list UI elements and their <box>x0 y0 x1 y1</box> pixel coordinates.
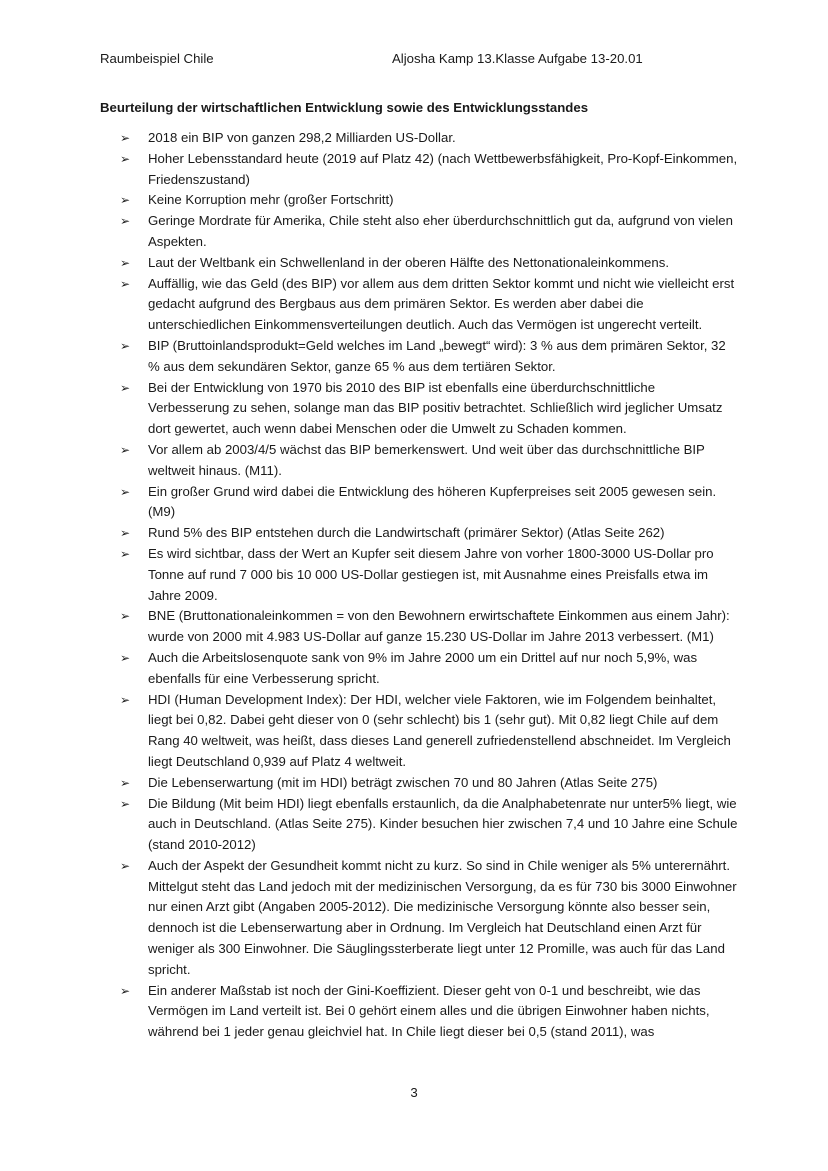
arrowhead-bullet-icon: ➢ <box>120 338 131 353</box>
bullet-text: Die Bildung (Mit beim HDI) liegt ebenfalls erstaunlich, da die Analphabetenrate nur unter5% liegt, wie auch in Deutschland. (Atlas Seite 275). Kinder besuchen hier zwischen 7,4 und 10 Jahre eine Schule (stand 2010-2012) <box>148 795 738 853</box>
bullet-item <box>100 274 740 336</box>
arrowhead-bullet-icon: ➢ <box>120 255 131 270</box>
bullet-item <box>100 149 740 191</box>
arrowhead-bullet-icon: ➢ <box>120 775 131 790</box>
arrowhead-bullet-icon: ➢ <box>120 214 131 229</box>
bullet-item <box>100 606 740 648</box>
bullet-item <box>100 211 740 253</box>
bullet-item <box>100 981 740 1043</box>
bullet-text: Hoher Lebensstandard heute (2019 auf Platz 42) (nach Wettbewerbsfähigkeit, Pro-Kopf-Einkommen, Friedenszustand) <box>148 150 738 187</box>
arrowhead-bullet-icon: ➢ <box>120 131 131 145</box>
bullet-text: BIP (Bruttoinlandsprodukt=Geld welches im Land „bewegt“ wird): 3 % aus dem primären Sektor, 32 % aus dem sekundären Sektor, ganze 65 % aus dem tertiären Sektor. <box>148 337 726 374</box>
header-author-info: Aljosha Kamp 13.Klasse Aufgabe 13-20.01 <box>392 51 643 66</box>
bullet-text: Auch die Arbeitslosenquote sank von 9% im Jahre 2000 um ein Drittel auf nur noch 5,9%, was ebenfalls für eine Verbesserung spricht. <box>148 649 698 686</box>
bullet-item <box>100 378 740 440</box>
arrowhead-bullet-icon: ➢ <box>120 526 131 541</box>
arrowhead-bullet-icon: ➢ <box>120 858 131 873</box>
bullet-list <box>100 128 740 1043</box>
bullet-item <box>100 773 740 794</box>
bullet-text: 2018 ein BIP von ganzen 298,2 Milliarden US-Dollar. <box>148 130 456 145</box>
header-subject: Raumbeispiel Chile <box>100 51 214 66</box>
bullet-text: Ein großer Grund wird dabei die Entwicklung des höheren Kupferpreises seit 2005 gewesen sein. (M9) <box>148 483 717 520</box>
bullet-item <box>100 794 740 856</box>
arrowhead-bullet-icon: ➢ <box>120 276 131 291</box>
bullet-item <box>100 253 740 274</box>
bullet-item <box>100 648 740 690</box>
bullet-item <box>100 336 740 378</box>
arrowhead-bullet-icon: ➢ <box>120 796 131 811</box>
bullet-item <box>100 482 740 524</box>
arrowhead-bullet-icon: ➢ <box>120 380 131 395</box>
bullet-item <box>100 190 740 211</box>
arrowhead-bullet-icon: ➢ <box>120 546 131 561</box>
bullet-item <box>100 856 740 981</box>
bullet-text: Rund 5% des BIP entstehen durch die Landwirtschaft (primärer Sektor) (Atlas Seite 262) <box>148 525 665 541</box>
bullet-text: Vor allem ab 2003/4/5 wächst das BIP bemerkenswert. Und weit über das durchschnittliche BIP weltweit hinaus. (M11). <box>148 441 705 478</box>
bullet-text: Es wird sichtbar, dass der Wert an Kupfer seit diesem Jahre von vorher 1800-3000 US-Dollar pro Tonne auf rund 7 000 bis 10 000 US-Dollar gestiegen ist, mit Ausnahme eines Preisfalls etwa im Jahre 2009. <box>148 545 714 603</box>
arrowhead-bullet-icon: ➢ <box>120 442 131 457</box>
arrowhead-bullet-icon: ➢ <box>120 193 131 208</box>
page-number: 3 <box>410 1085 418 1100</box>
bullet-text: Auch der Aspekt der Gesundheit kommt nicht zu kurz. So sind in Chile weniger als 5% unterernährt. Mittelgut steht das Land jedoch mit der medizinischen Versorgung, da es für 730 bis 3000 Einwohner nur einen Arzt gibt (Angaben 2005-2012). Die medizinische Versorgung könnte also besser sein, dennoch ist die Lebenserwartung aber in Ordnung. Im Vergleich hat Deutschland einen Arzt für weniger als 300 Einwohner. Die Säuglingssterberate liegt unter 12 Promille, was auch für das Land spricht. <box>148 857 737 977</box>
bullet-text: Geringe Mordrate für Amerika, Chile steht also eher überdurchschnittlich gut da, aufgrund von vielen Aspekten. <box>148 213 733 249</box>
bullet-item <box>100 523 740 544</box>
bullet-text: Auffällig, wie das Geld (des BIP) vor allem aus dem dritten Sektor kommt und nicht wie vielleicht erst gedacht aufgrund des Bergbaus aus dem primären Sektor. Es werden aber dabei die unterschiedlichen Einkommensverteilungen deutlich. Auch das Vermögen ist ungerecht verteilt. <box>148 275 735 333</box>
bullet-text: Bei der Entwicklung von 1970 bis 2010 des BIP ist ebenfalls eine überdurchschnittliche Verbesserung zu sehen, solange man das BIP positiv betrachtet. Schließlich wird jeglicher Umsatz dort gewertet, auch wenn dabei Menschen oder die Umwelt zu Schaden kommen. <box>148 379 723 437</box>
arrowhead-bullet-icon: ➢ <box>120 650 131 665</box>
bullet-text: Ein anderer Maßstab ist noch der Gini-Koeffizient. Dieser geht von 0-1 und beschreibt, wie das Vermögen im Land verteilt ist. Bei 0 gehört einem alles und die übrigen Einwohner haben nichts, während bei 1 jeder genau gleichviel hat. In Chile liegt dieser bei 0,5 (stand 2011), was <box>148 982 710 1040</box>
bullet-text: Die Lebenserwartung (mit im HDI) beträgt zwischen 70 und 80 Jahren (Atlas Seite 275) <box>148 774 658 790</box>
bullet-text: HDI (Human Development Index): Der HDI, welcher viele Faktoren, wie im Folgendem beinhaltet, liegt bei 0,82. Dabei geht dieser von 0 (sehr schlecht) bis 1 (sehr gut). Mit 0,82 liegt Chile auf dem Rang 40 weltweit, was heißt, dass dieses Land generell zufriedenstellend abschneidet. Im Vergleich liegt Deutschland 0,939 auf Platz 4 weltweit. <box>148 691 731 769</box>
arrowhead-bullet-icon: ➢ <box>120 983 131 998</box>
bullet-item <box>100 128 740 149</box>
arrowhead-bullet-icon: ➢ <box>120 484 131 499</box>
arrowhead-bullet-icon: ➢ <box>120 609 131 624</box>
bullet-item <box>100 544 740 606</box>
bullet-item <box>100 440 740 482</box>
arrowhead-bullet-icon: ➢ <box>120 151 131 166</box>
bullet-text: Laut der Weltbank ein Schwellenland in der oberen Hälfte des Nettonationaleinkommens. <box>148 254 669 270</box>
section-title: Beurteilung der wirtschaftlichen Entwicklung sowie des Entwicklungsstandes <box>100 100 589 115</box>
bullet-item <box>100 690 740 773</box>
arrowhead-bullet-icon: ➢ <box>120 692 131 707</box>
bullet-text: BNE (Bruttonationaleinkommen = von den Bewohnern erwirtschaftete Einkommen aus einem Jahr): wurde von 2000 mit 4.983 US-Dollar auf ganze 15.230 US-Dollar im Jahre 2013 verbessert. (M1) <box>148 608 730 645</box>
bullet-text: Keine Korruption mehr (großer Fortschritt) <box>148 192 394 208</box>
